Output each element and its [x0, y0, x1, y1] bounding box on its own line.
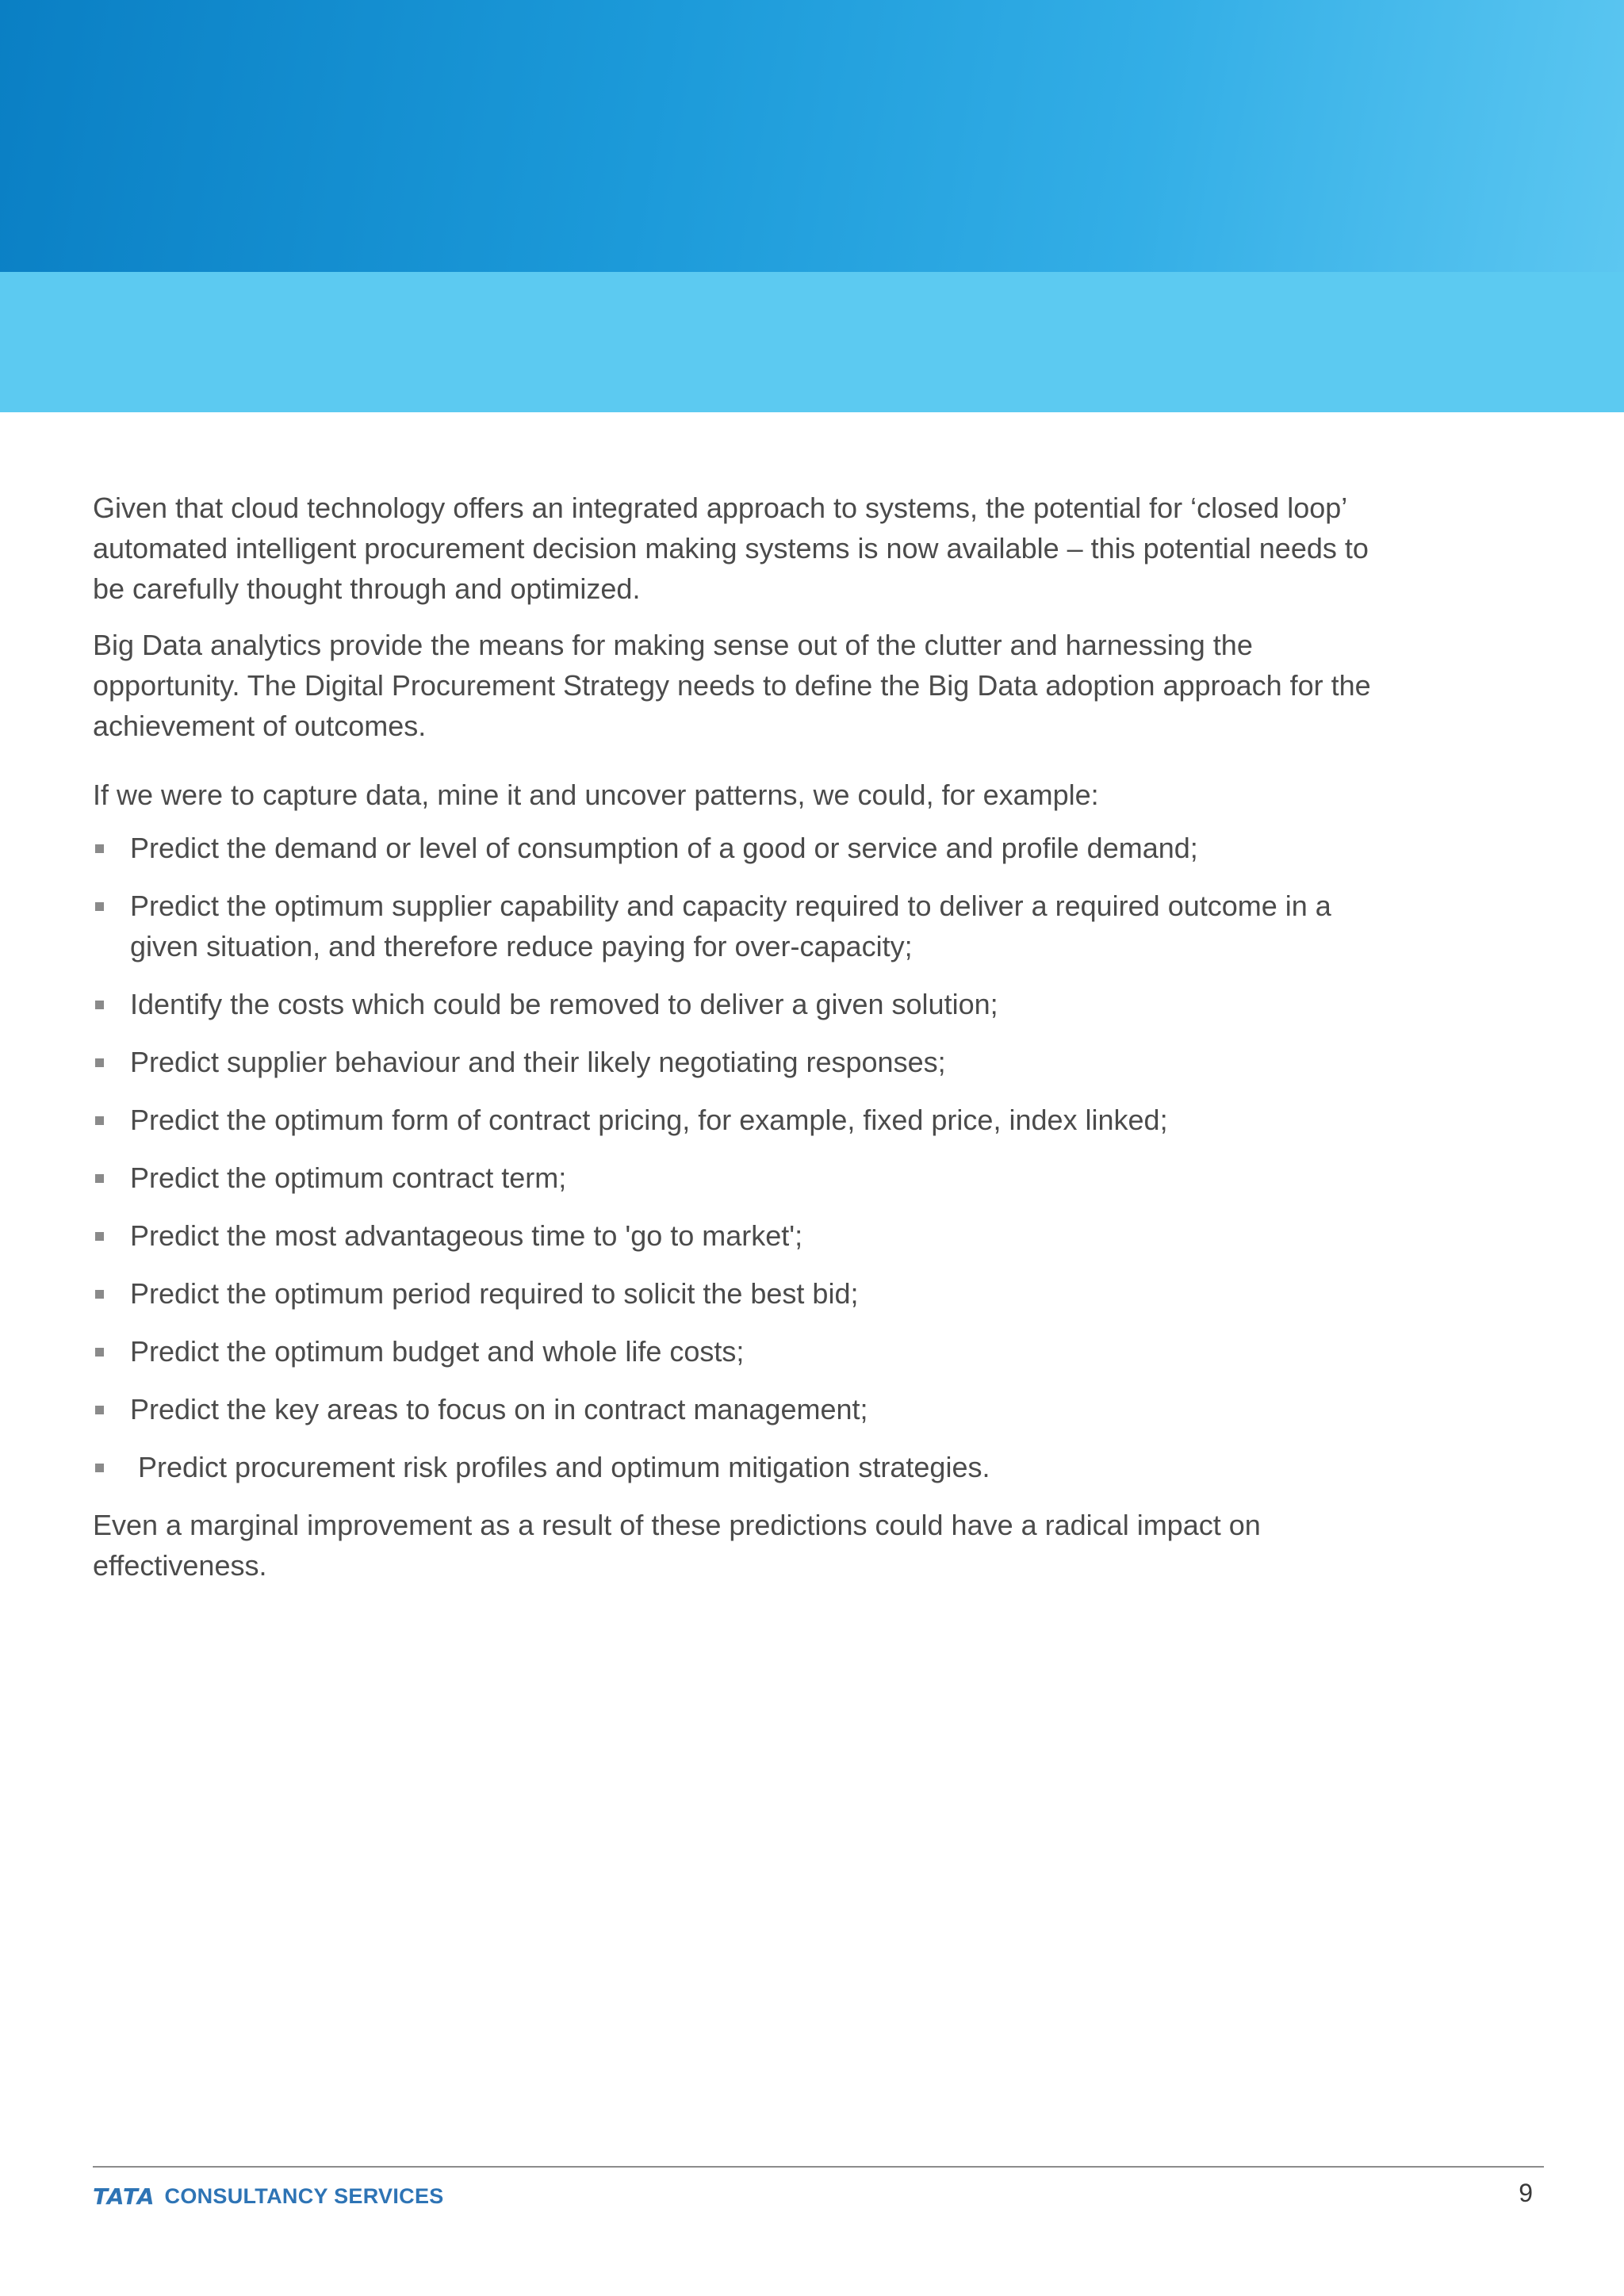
- square-bullet-icon: [95, 1058, 104, 1067]
- list-item-text: Predict procurement risk profiles and optimum mitigation strategies.: [130, 1451, 990, 1483]
- list-item: [93, 828, 1377, 868]
- list-item: [93, 1215, 1377, 1256]
- list-item: [93, 1273, 1377, 1314]
- header-banner-band: [0, 272, 1624, 412]
- list-item: [93, 1447, 1377, 1487]
- prediction-list: [93, 828, 1377, 1487]
- square-bullet-icon: [95, 902, 104, 911]
- list-item-text: Predict supplier behaviour and their likely negotiating responses;: [130, 1046, 946, 1078]
- list-item: [93, 1389, 1377, 1429]
- list-item-text: Predict the most advantageous time to 'go to market';: [130, 1219, 803, 1252]
- square-bullet-icon: [95, 1348, 104, 1357]
- square-bullet-icon: [95, 1406, 104, 1414]
- square-bullet-icon: [95, 844, 104, 853]
- tata-logo-mark: TATA: [93, 2183, 155, 2210]
- tcs-logo: [93, 2180, 444, 2212]
- list-item-text: Predict the demand or level of consumption of a good or service and profile demand;: [130, 832, 1198, 864]
- list-item-text: Identify the costs which could be removed to deliver a given solution;: [130, 988, 998, 1020]
- list-item: [93, 984, 1377, 1024]
- header-banner-gradient: [0, 0, 1624, 272]
- square-bullet-icon: [95, 1290, 104, 1299]
- intro-paragraph-3: If we were to capture data, mine it and uncover patterns, we could, for example:: [93, 779, 1099, 811]
- list-item: [93, 1331, 1377, 1372]
- list-item-text: Predict the optimum contract term;: [130, 1161, 567, 1194]
- list-item-text: Predict the optimum budget and whole life costs;: [130, 1335, 745, 1368]
- footer-divider: [93, 2166, 1544, 2168]
- intro-paragraph-1: Given that cloud technology offers an integrated approach to systems, the potential for ‘closed loop’ automated intelligent procurement decision making systems is now available – this potential needs to be carefully thought through and optimized.: [93, 492, 1369, 605]
- list-item: [93, 886, 1377, 966]
- list-item: [93, 1100, 1377, 1140]
- square-bullet-icon: [95, 1464, 104, 1472]
- square-bullet-icon: [95, 1174, 104, 1183]
- list-item: [93, 1042, 1377, 1082]
- square-bullet-icon: [95, 1116, 104, 1125]
- list-item-text: Predict the optimum period required to solicit the best bid;: [130, 1277, 859, 1310]
- square-bullet-icon: [95, 1232, 104, 1241]
- list-item-text: Predict the optimum supplier capability and capacity required to deliver a required outcome in a given situation, and therefore reduce paying for over-capacity;: [130, 890, 1331, 962]
- intro-paragraph-2: Big Data analytics provide the means for making sense out of the clutter and harnessing the opportunity. The Digital Procurement Strategy needs to define the Big Data adoption approach for the achievement of outcomes.: [93, 629, 1371, 742]
- tcs-logo-text: CONSULTANCY SERVICES: [164, 2183, 444, 2208]
- page-number: 9: [1519, 2179, 1533, 2207]
- square-bullet-icon: [95, 1001, 104, 1009]
- closing-paragraph: Even a marginal improvement as a result of these predictions could have a radical impact on effectiveness.: [93, 1509, 1261, 1582]
- list-item-text: Predict the optimum form of contract pricing, for example, fixed price, index linked;: [130, 1104, 1168, 1136]
- list-item-text: Predict the key areas to focus on in contract management;: [130, 1393, 868, 1425]
- list-item: [93, 1158, 1377, 1198]
- main-content: [93, 488, 1377, 1601]
